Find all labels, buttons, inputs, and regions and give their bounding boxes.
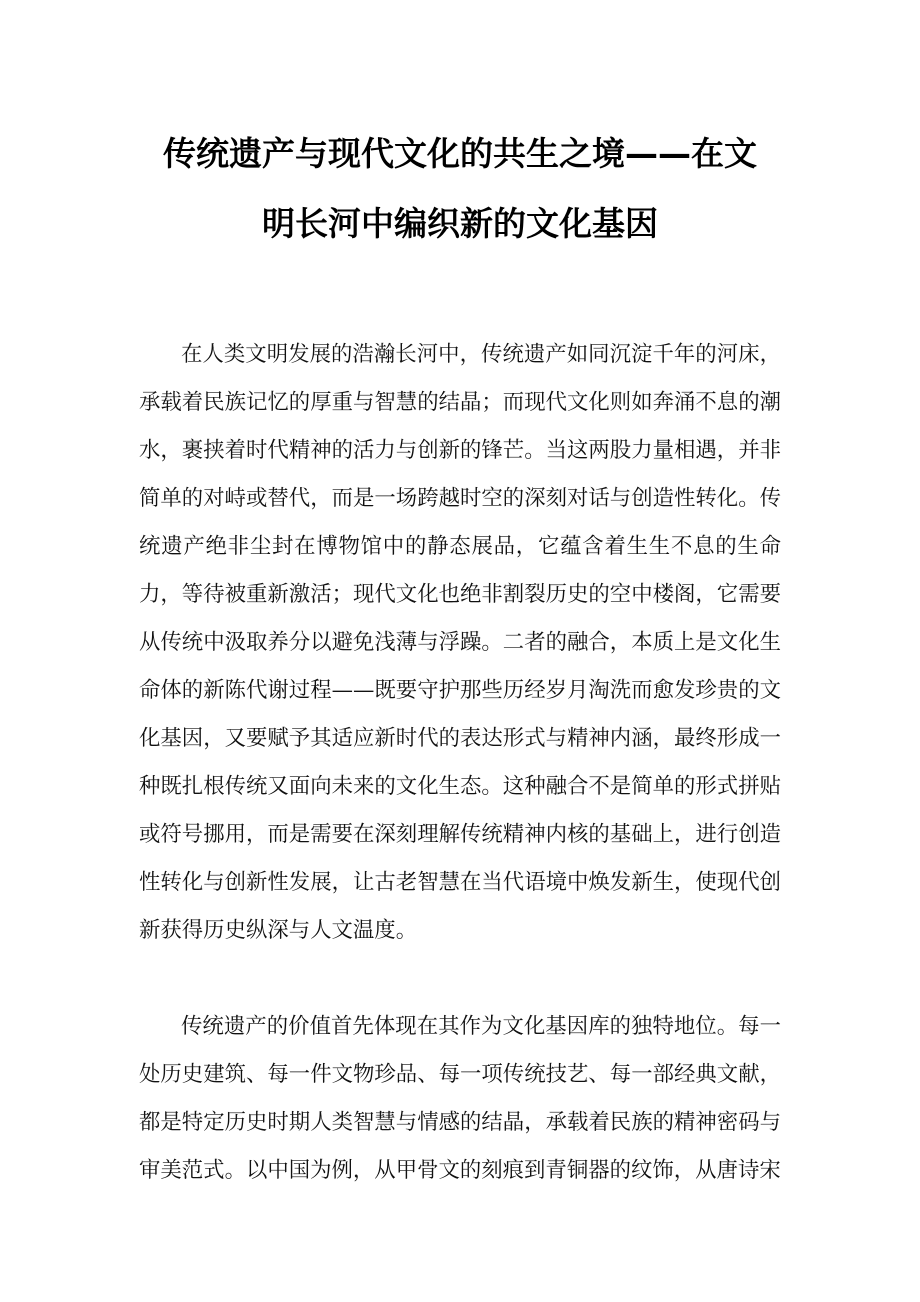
body-paragraph-2: 传统遗产的价值首先体现在其作为文化基因库的独特地位。每一处历史建筑、每一件文物珍品、每一项传统技艺、每一部经典文献，都是特定历史时期人类智慧与情感的结晶，承载着民族的精神密码与审美范式。以中国为例，从甲骨文的刻痕到青铜器的纹饰，从唐诗宋 <box>139 1014 781 1183</box>
body-paragraph-1: 在人类文明发展的浩瀚长河中，传统遗产如同沉淀千年的河床，承载着民族记忆的厚重与智慧的结晶；而现代文化则如奔涌不息的潮水，裹挟着时代精神的活力与创新的锋芒。当这两股力量相遇，并非简单的对峙或替代，而是一场跨越时空的深刻对话与创造性转化。传统遗产绝非尘封在博物馆中的静态展品，它蕴含着生生不息的生命力，等待被重新激活；现代文化也绝非割裂历史的空中楼阁，它需要从传统中汲取养分以避免浅薄与浮躁。二者的融合，本质上是文化生命体的新陈代谢过程——既要守护那些历经岁月淘洗而愈发珍贵的文化基因，又要赋予其适应新时代的表达形式与精神内涵，最终形成一种既扎根传统又面向未来的文化生态。这种融合不是简单的形式拼贴或符号挪用，而是需要在深刻理解传统精神内核的基础上，进行创造性转化与创新性发展，让古老智慧在当代语境中焕发新生，使现代创新获得历史纵深与人文温度。 <box>139 342 781 943</box>
document-title-line-1: 传统遗产与现代文化的共生之境——在文 <box>163 134 757 173</box>
document-title-line-2: 明长河中编织新的文化基因 <box>262 204 658 243</box>
